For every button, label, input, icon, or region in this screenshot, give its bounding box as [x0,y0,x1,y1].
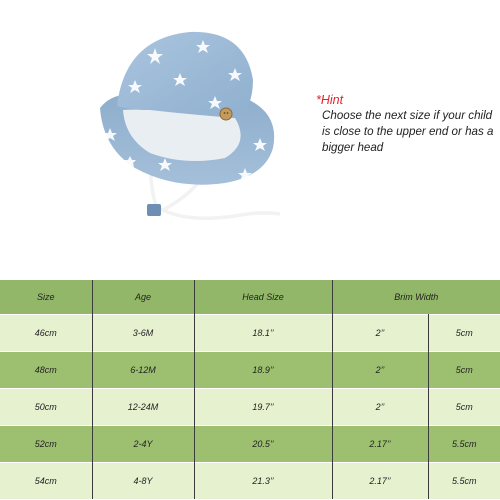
cell-size: 52cm [0,426,92,463]
cell-brim-inches: 2’’ [332,389,428,426]
cell-brim-inches: 2.17’’ [332,463,428,500]
cell-brim-cm: 5.5cm [428,463,500,500]
hint-title: *Hint [316,93,344,107]
cell-size: 50cm [0,389,92,426]
header-brim-width: Brim Width [332,280,500,315]
header-head-size: Head Size [194,280,332,315]
table-row [0,426,500,463]
cell-head-size: 18.1’’ [194,315,332,352]
cell-brim-cm: 5cm [428,352,500,389]
cell-size: 48cm [0,352,92,389]
table-row [0,315,500,352]
size-hint [316,92,500,156]
hint-text: Choose the next size if your child is close to the upper end or has a bigger head [322,109,494,154]
table-row [0,352,500,389]
size-chart-table [0,280,500,499]
cell-size: 54cm [0,463,92,500]
cell-head-size: 21.3’’ [194,463,332,500]
table-row [0,389,500,426]
cell-age: 6-12M [92,352,194,389]
cell-age: 12-24M [92,389,194,426]
cell-age: 4-8Y [92,463,194,500]
cell-brim-inches: 2.17’’ [332,426,428,463]
hat-illustration [95,18,285,243]
header-size: Size [0,280,92,315]
cell-brim-cm: 5cm [428,315,500,352]
cell-brim-cm: 5cm [428,389,500,426]
cell-size: 46cm [0,315,92,352]
cell-brim-inches: 2’’ [332,352,428,389]
cell-head-size: 18.9’’ [194,352,332,389]
cell-brim-cm: 5.5cm [428,426,500,463]
table-header-row [0,280,500,315]
cell-head-size: 20.5’’ [194,426,332,463]
header-age: Age [92,280,194,315]
cell-brim-inches: 2’’ [332,315,428,352]
cell-age: 3-6M [92,315,194,352]
cell-head-size: 19.7’’ [194,389,332,426]
table-row [0,463,500,500]
cell-age: 2-4Y [92,426,194,463]
